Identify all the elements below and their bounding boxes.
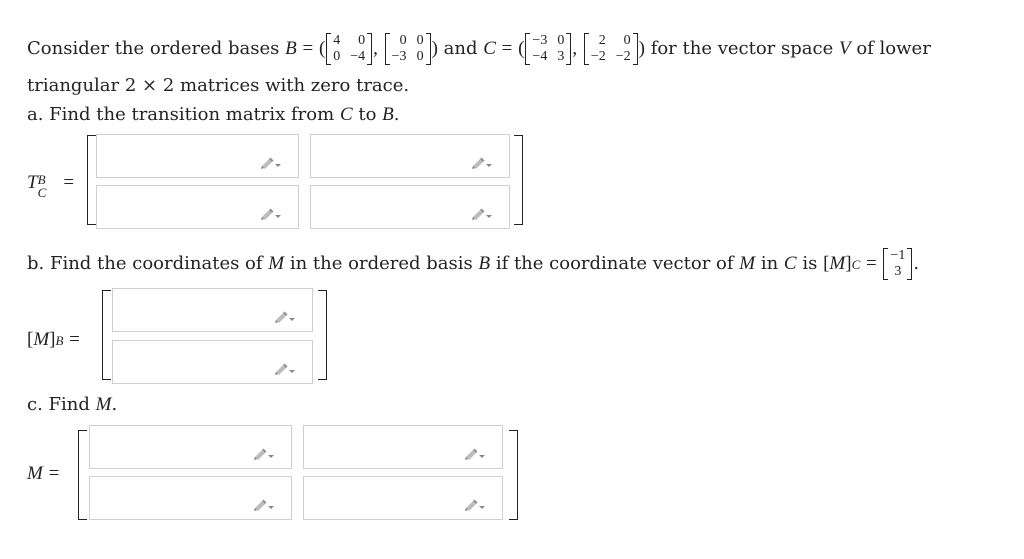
- T-input-r2c1[interactable]: [96, 185, 299, 229]
- eq-sign: =: [63, 172, 75, 193]
- right-bracket: [514, 135, 523, 225]
- M-input-r1c2[interactable]: [303, 425, 503, 469]
- open-paren: (: [518, 38, 525, 59]
- basis-B-symbol: B: [285, 38, 297, 59]
- pencil-edit-icon[interactable]: [464, 495, 486, 509]
- B-matrix-2: 0 0 −3 0: [385, 33, 431, 65]
- M-symbol: M: [268, 253, 285, 274]
- comma: ,: [572, 38, 578, 59]
- pencil-edit-icon[interactable]: [260, 204, 282, 218]
- intro-line-1: [27, 33, 931, 65]
- right-bracket: ]: [845, 253, 852, 274]
- pencil-edit-icon[interactable]: [253, 444, 275, 458]
- part-b-mid: in the ordered basis: [289, 253, 473, 274]
- M-symbol: M: [27, 463, 43, 484]
- basis-C-symbol: C: [483, 38, 496, 59]
- pencil-edit-icon[interactable]: [274, 307, 296, 321]
- C-matrix-1: −3 0 −4 3: [525, 33, 571, 65]
- pencil-edit-icon[interactable]: [471, 204, 493, 218]
- M-symbol: M: [95, 394, 112, 415]
- T-input-r1c2[interactable]: [310, 134, 510, 178]
- part-c-text: c. Find: [27, 394, 90, 415]
- eq-sign: =: [69, 329, 80, 350]
- M-label: [27, 463, 59, 485]
- intro-of-lower: of lower: [856, 38, 931, 59]
- M-input-r1c1[interactable]: [89, 425, 292, 469]
- comma: ,: [373, 38, 378, 59]
- MB-label: [27, 329, 80, 352]
- M-symbol: M: [739, 253, 756, 274]
- close-paren: ): [638, 38, 645, 59]
- M-symbol: M: [829, 253, 846, 274]
- left-bracket: [102, 290, 111, 380]
- B-matrix-1: 4 0 0 −4: [326, 33, 372, 65]
- is-text: is: [802, 253, 818, 274]
- part-c-question: [27, 394, 117, 416]
- part-b-question: [27, 248, 919, 280]
- M-symbol: M: [33, 329, 50, 350]
- close-paren: ): [431, 38, 438, 59]
- MB-input-2[interactable]: [112, 340, 313, 384]
- pencil-edit-icon[interactable]: [464, 444, 486, 458]
- left-bracket: [: [27, 329, 34, 350]
- coordinate-vector-C: −1 3: [883, 248, 912, 280]
- period: .: [393, 104, 400, 125]
- to-text: to: [358, 104, 377, 125]
- pencil-edit-icon[interactable]: [253, 495, 275, 509]
- period: .: [913, 253, 920, 274]
- pencil-edit-icon[interactable]: [260, 153, 282, 167]
- B-symbol: B: [478, 253, 491, 274]
- part-a-text: a. Find the transition matrix from: [27, 104, 335, 125]
- pencil-edit-icon[interactable]: [274, 359, 296, 373]
- intro-and: and: [443, 38, 478, 59]
- left-bracket: [78, 430, 87, 520]
- right-bracket: [318, 290, 327, 380]
- intro-line-2: triangular 2 × 2 matrices with zero trace.: [27, 75, 410, 96]
- C-matrix-2: 2 0 −2 −2: [584, 33, 638, 65]
- left-bracket: [: [823, 253, 830, 274]
- T-subscript: C: [37, 185, 47, 200]
- B-symbol: B: [382, 104, 394, 125]
- B-subscript: B: [55, 333, 64, 348]
- open-paren: (: [318, 38, 326, 59]
- C-symbol: C: [783, 253, 797, 274]
- part-b-if: if the coordinate vector of: [495, 253, 734, 274]
- M-input-r2c2[interactable]: [303, 476, 503, 520]
- right-bracket: ]: [49, 329, 56, 350]
- left-bracket: [87, 135, 96, 225]
- eq-sign: =: [501, 38, 513, 59]
- C-symbol: C: [339, 104, 353, 125]
- in-text: in: [760, 253, 779, 274]
- eq-sign: =: [302, 38, 314, 59]
- part-a-question: [27, 104, 400, 126]
- eq-sign: =: [48, 463, 60, 484]
- pencil-edit-icon[interactable]: [471, 153, 493, 167]
- transition-matrix-label: [27, 172, 75, 200]
- period: .: [111, 394, 118, 415]
- intro-consider: Consider the ordered bases: [27, 38, 280, 59]
- C-subscript: C: [851, 257, 861, 272]
- space-V-symbol: V: [838, 38, 851, 59]
- T-superscript: B: [37, 172, 46, 187]
- eq-sign: =: [865, 253, 877, 274]
- M-input-r2c1[interactable]: [89, 476, 292, 520]
- intro-for-text: for the vector space: [650, 38, 834, 59]
- right-bracket: [509, 430, 518, 520]
- T-input-r1c1[interactable]: [96, 134, 299, 178]
- T-symbol: T: [27, 172, 38, 193]
- part-b-text: b. Find the coordinates of: [27, 253, 263, 274]
- T-input-r2c2[interactable]: [310, 185, 510, 229]
- MB-input-1[interactable]: [112, 288, 313, 332]
